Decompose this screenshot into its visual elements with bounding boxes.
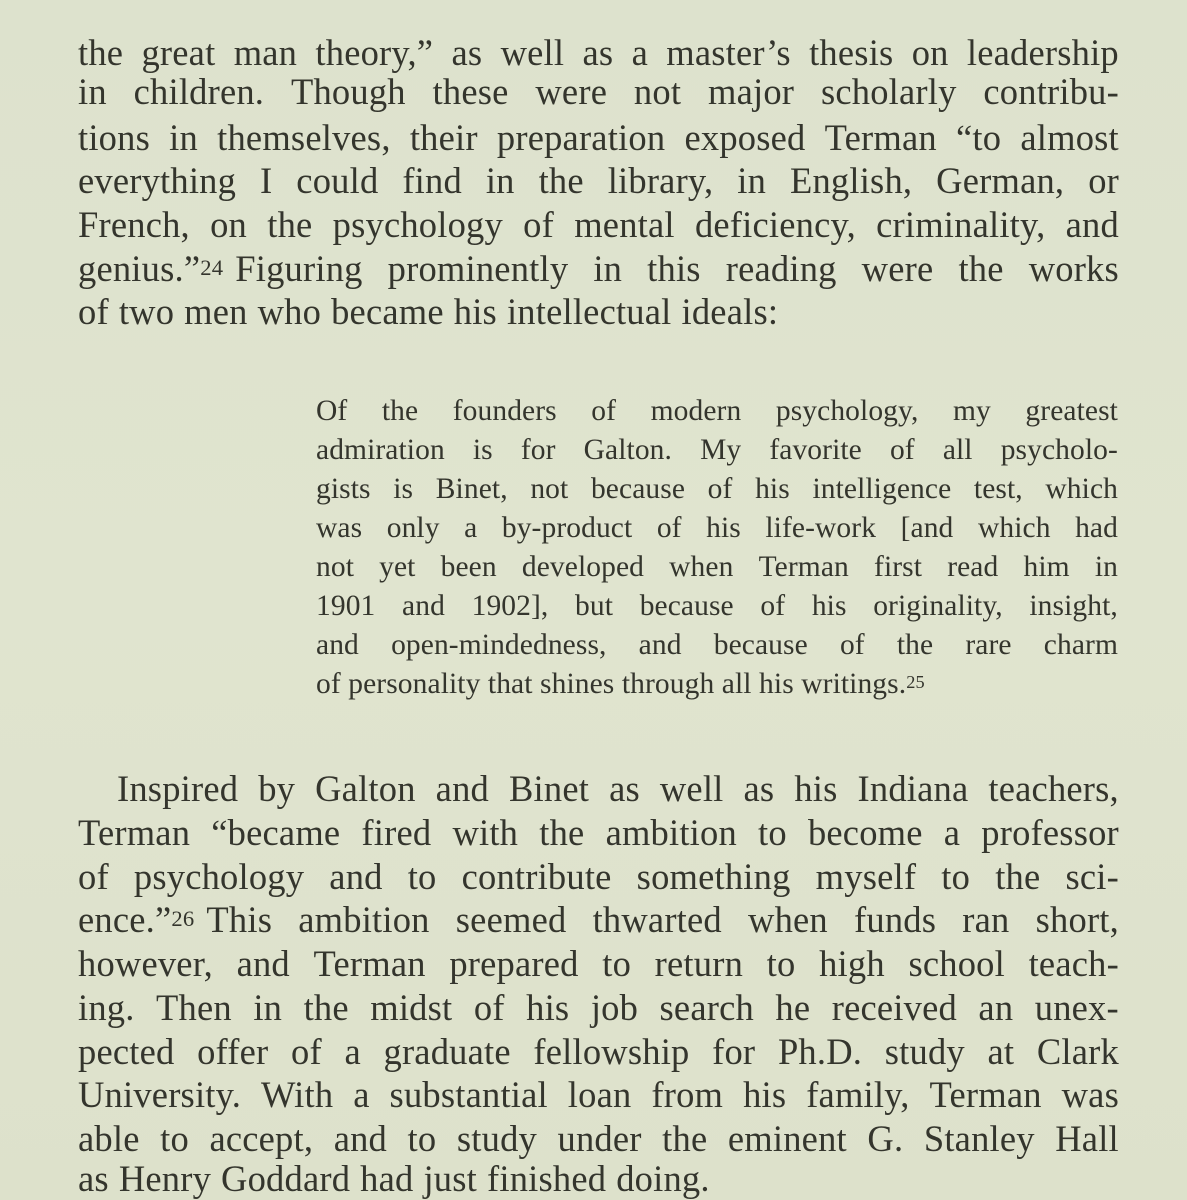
word: is (393, 473, 414, 505)
paragraph-2-line-10 (78, 1157, 1119, 1200)
paragraph-1-line-4 (78, 159, 1119, 202)
word: originality, (873, 590, 1003, 622)
paragraph-1-line-2 (78, 70, 1119, 113)
word: Of (316, 395, 348, 427)
word: my (952, 395, 991, 427)
paragraph-2-line-3 (78, 855, 1119, 898)
word: works (1028, 248, 1119, 289)
word: an (978, 987, 1014, 1028)
word: read (947, 551, 999, 583)
paragraph-2-line-1 (117, 767, 1119, 810)
word: of (291, 1031, 322, 1072)
word: which (977, 512, 1051, 544)
word: of (839, 629, 865, 661)
word: seemed (455, 899, 567, 940)
quote-line-5 (316, 551, 1118, 584)
word: Henry (118, 1158, 212, 1199)
word: just (423, 1158, 478, 1199)
word: Binet (508, 768, 590, 809)
word: G. (867, 1118, 904, 1159)
word: Binet, (435, 473, 508, 505)
paragraph-2-line-9 (78, 1117, 1119, 1160)
word: in (169, 117, 198, 158)
word: of (473, 987, 505, 1028)
word: mental (574, 204, 675, 245)
word: return (654, 943, 744, 984)
word: in (253, 987, 283, 1028)
word: to (160, 1118, 189, 1159)
word: his (453, 291, 497, 332)
word: Hall (1055, 1118, 1119, 1159)
quote-line-4 (316, 512, 1118, 545)
word: as (451, 32, 483, 73)
word: had (360, 1158, 414, 1199)
word: were (861, 248, 934, 289)
word: as (743, 768, 775, 809)
quote-line-8 (316, 668, 1118, 701)
word: Galton (315, 768, 416, 809)
word: thwarted (592, 899, 722, 940)
word: and (236, 943, 290, 984)
word: as (582, 32, 614, 73)
word: test, (973, 473, 1023, 505)
word: the (538, 160, 584, 201)
word: themselves, (217, 117, 391, 158)
word: unex- (1034, 987, 1119, 1028)
word: preparation (496, 117, 666, 158)
word: Though (290, 71, 406, 112)
word: ambition (298, 899, 430, 940)
word: job (590, 987, 639, 1028)
word: of (707, 473, 733, 505)
word: family, (806, 1074, 910, 1115)
word: Clark (1036, 1031, 1119, 1072)
word: criminality, (876, 204, 1046, 245)
word: because (590, 473, 686, 505)
word: something (636, 856, 791, 897)
word: loan (567, 1074, 632, 1115)
footnote-marker-24: 24 (200, 255, 224, 281)
word: Figuring (235, 248, 363, 289)
word: ing. (78, 987, 135, 1028)
word: Terman (824, 117, 937, 158)
word: his (755, 473, 790, 505)
word: the (995, 856, 1041, 897)
word: when (748, 899, 828, 940)
word: ran (962, 899, 1010, 940)
paragraph-2-line-2 (78, 811, 1119, 854)
word: under (557, 1118, 642, 1159)
word: his (526, 987, 570, 1028)
word: psychology (332, 204, 503, 245)
word: yet (379, 551, 416, 583)
word: was (316, 512, 363, 544)
word: not (316, 551, 354, 583)
word: 1901 (316, 590, 376, 622)
word: theory,” (315, 32, 434, 73)
word: French, (78, 204, 190, 245)
word: scholarly (820, 71, 957, 112)
word: tions (78, 117, 150, 158)
word: the (958, 248, 1004, 289)
word: received (831, 987, 957, 1028)
paragraph-2-line-6 (78, 986, 1119, 1029)
word: deficiency, (694, 204, 856, 245)
word: professor (981, 812, 1119, 853)
word: study (884, 1031, 965, 1072)
word: when (669, 551, 734, 583)
word: from (651, 1074, 724, 1115)
quote-line-8-text: of personality that shines through all his writings.$^{25}$ (316, 668, 925, 700)
word: a (631, 32, 648, 73)
word: My (700, 434, 742, 466)
word: his (794, 768, 838, 809)
word: well (659, 768, 724, 809)
word: contribu- (983, 71, 1119, 112)
word: however, (78, 943, 213, 984)
word: German, (936, 160, 1065, 201)
word: the (539, 812, 585, 853)
word: life-work (765, 512, 877, 544)
word: the (381, 395, 419, 427)
word: the (896, 629, 934, 661)
word: substantial (389, 1074, 548, 1115)
word: by (258, 768, 296, 809)
word: or (1088, 160, 1119, 201)
word: school (908, 943, 1005, 984)
paragraph-1-line-1 (78, 31, 1119, 74)
word: by-product (501, 512, 633, 544)
word: of (656, 512, 682, 544)
word: find (402, 160, 462, 201)
word: 1902], (471, 590, 549, 622)
word: modern (650, 395, 742, 427)
word: Terman (758, 551, 849, 583)
word: fired (361, 812, 432, 853)
word: teach- (1028, 943, 1119, 984)
word: eminent (727, 1118, 847, 1159)
word: Terman (78, 812, 191, 853)
word: in (485, 160, 515, 201)
word: Then (156, 987, 232, 1028)
word: two (118, 291, 175, 332)
word: because (713, 629, 808, 661)
word: major (708, 71, 795, 112)
word: teachers, (988, 768, 1119, 809)
word: because (639, 590, 734, 622)
footnote-marker-25: 25 (906, 672, 925, 693)
word: gists (316, 473, 371, 505)
quote-line-7 (316, 629, 1118, 662)
word: his (743, 1074, 787, 1115)
word: psychology, (775, 395, 919, 427)
word: ambition (605, 812, 737, 853)
word: University. (78, 1074, 242, 1115)
word: and (435, 768, 489, 809)
word: open-mindedness, (391, 629, 607, 661)
paragraph-2-line-5 (78, 942, 1119, 985)
word: to (941, 856, 971, 897)
word: sci- (1065, 856, 1119, 897)
word: had (1075, 512, 1118, 544)
word: a (464, 512, 478, 544)
word: of (523, 204, 554, 245)
word: not (633, 71, 682, 112)
word: “to (955, 117, 1002, 158)
word: the (662, 1118, 708, 1159)
quote-line-6 (316, 590, 1118, 623)
paragraph-2-line-4-start: ence.”$^{26}$ (78, 899, 195, 940)
paragraph-1-line-5 (78, 203, 1119, 246)
word: he (775, 987, 811, 1028)
word: these (432, 71, 509, 112)
word: Indiana (857, 768, 969, 809)
word: is (472, 434, 493, 466)
paragraph-1-line-6 (78, 247, 1119, 290)
word: insight, (1029, 590, 1118, 622)
word: admiration (316, 434, 445, 466)
word: Inspired (117, 768, 239, 809)
word: I (260, 160, 273, 201)
word: who (257, 291, 322, 332)
word: funds (854, 899, 937, 940)
word: of (591, 395, 617, 427)
word: intellectual (506, 291, 672, 332)
word: of (78, 291, 109, 332)
paragraph-1-line-7 (78, 290, 1119, 333)
word: graduate (383, 1031, 511, 1072)
word: at (987, 1031, 1015, 1072)
word: were (535, 71, 608, 112)
word: prominently (387, 248, 569, 289)
word: in (1094, 551, 1118, 583)
word: offer (197, 1031, 269, 1072)
word: to (407, 856, 437, 897)
word: intelligence (812, 473, 952, 505)
word: prepared (449, 943, 579, 984)
word: developed (521, 551, 644, 583)
word: almost (1020, 117, 1119, 158)
paragraph-2-line-4 (78, 898, 1119, 941)
word: not (530, 473, 569, 505)
word: a (943, 812, 961, 853)
word: Stanley (923, 1118, 1035, 1159)
word: thesis (809, 32, 894, 73)
word: to (758, 812, 787, 853)
word: was (1061, 1074, 1119, 1115)
paragraph-2-line-8 (78, 1073, 1119, 1116)
footnote-marker-26: 26 (171, 906, 195, 932)
word: and (1065, 204, 1119, 245)
word: but (575, 590, 614, 622)
paragraph-1-line-6-rest (235, 247, 1119, 290)
word: could (296, 160, 379, 201)
word: a (353, 1074, 370, 1115)
word: his (706, 512, 741, 544)
word: founders (452, 395, 557, 427)
word: men (184, 291, 248, 332)
word: children. (133, 71, 265, 112)
word: this (647, 248, 701, 289)
word: of (889, 434, 915, 466)
word: reading (725, 248, 837, 289)
word: Galton. (583, 434, 672, 466)
word: of (78, 856, 109, 897)
word: which (1045, 473, 1118, 505)
word: his (811, 590, 847, 622)
word: high (819, 943, 885, 984)
word: been (440, 551, 497, 583)
word: master’s (666, 32, 791, 73)
paragraph-1-line-6-start: genius.”$^{24}$ (78, 248, 224, 289)
word: library, (607, 160, 714, 201)
word: English, (789, 160, 913, 201)
word: study (456, 1118, 537, 1159)
word: finished (487, 1158, 607, 1199)
word: contribute (461, 856, 612, 897)
word: all (942, 434, 973, 466)
word: on (911, 32, 949, 73)
word: rare (965, 629, 1012, 661)
word: become (807, 812, 923, 853)
paragraph-1-line-3 (78, 116, 1119, 159)
word: the (267, 204, 313, 245)
word: great (141, 32, 216, 73)
word: Goddard (221, 1158, 351, 1199)
word: Terman (313, 943, 426, 984)
word: “became (211, 812, 341, 853)
word: myself (815, 856, 917, 897)
word: and (316, 629, 359, 661)
word: short, (1035, 899, 1119, 940)
word: as (78, 1158, 109, 1199)
word: a (344, 1031, 361, 1072)
word: With (260, 1074, 334, 1115)
quote-line-1 (316, 395, 1118, 428)
word: and (329, 856, 383, 897)
word: became (331, 291, 444, 332)
word: to (407, 1118, 437, 1159)
word: greatest (1025, 395, 1118, 427)
word: to (602, 943, 632, 984)
word: and (638, 629, 682, 661)
quote-line-3 (316, 473, 1118, 506)
quote-line-2 (316, 434, 1118, 467)
paragraph-2-line-4-rest (206, 898, 1119, 941)
word: only (386, 512, 440, 544)
word: to (766, 943, 796, 984)
word: in (593, 248, 623, 289)
word: for (712, 1031, 756, 1072)
word: of (760, 590, 786, 622)
word: everything (78, 160, 237, 201)
word: with (452, 812, 519, 853)
word: well (500, 32, 565, 73)
word: and (402, 590, 445, 622)
word: accept, (209, 1118, 314, 1159)
word: leadership (966, 32, 1119, 73)
word: This (206, 899, 273, 940)
word: search (659, 987, 754, 1028)
word: first (874, 551, 923, 583)
word: in (737, 160, 767, 201)
word: psycholo- (1000, 434, 1118, 466)
word: fellowship (533, 1031, 690, 1072)
word: able (78, 1118, 140, 1159)
word: in (78, 71, 107, 112)
word: the (303, 987, 349, 1028)
word: pected (78, 1031, 175, 1072)
word: the (78, 32, 124, 73)
word: Terman (929, 1074, 1042, 1115)
word: favorite (769, 434, 862, 466)
word: on (210, 204, 248, 245)
word: him (1023, 551, 1070, 583)
word: as (609, 768, 640, 809)
word: for (520, 434, 556, 466)
word: charm (1043, 629, 1118, 661)
word: man (233, 32, 298, 73)
word: ideals: (681, 291, 779, 332)
word: doing. (616, 1158, 710, 1199)
word: [and (900, 512, 954, 544)
word: midst (370, 987, 453, 1028)
word: Ph.D. (777, 1031, 863, 1072)
paragraph-2-line-7 (78, 1030, 1119, 1073)
word: their (409, 117, 478, 158)
word: exposed (684, 117, 806, 158)
word: and (333, 1118, 388, 1159)
word: psychology (133, 856, 305, 897)
